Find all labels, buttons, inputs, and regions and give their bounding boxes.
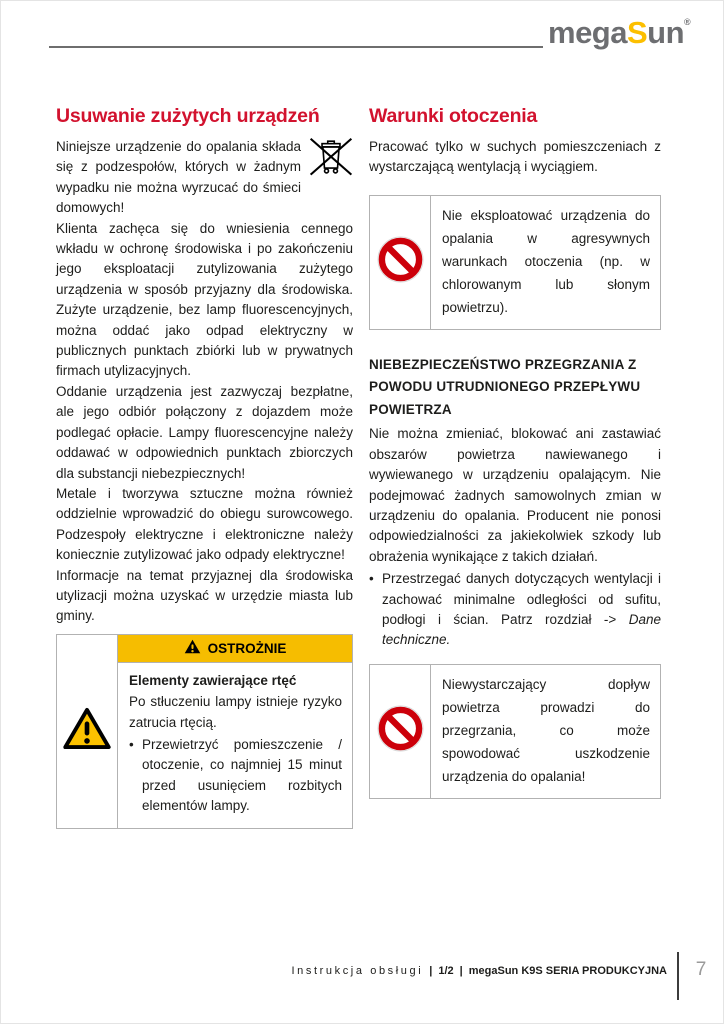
caution-header-label: OSTROŻNIE	[207, 640, 287, 656]
caution-subtitle: Elementy zawierające rtęć	[129, 672, 297, 688]
disposal-paragraph-1: Klienta zachęca się do wniesienia cennego wkładu w ochronę środowiska i po zakończeniu jego eksploatacji zutylizowania zużytego urządzenia w sposób przyjazny dla środowiska. Zużyte urządzenie, bez lamp fluorescencyjnych, można oddać jako odpad elektryczny w publicznych punktach zbiórki lub w prywatnych firmach utylizacyjnych.	[56, 220, 353, 379]
caution-body-text: Po stłuczeniu lampy istnieje ryzyko zatrucia rtęcią.	[129, 694, 342, 730]
caution-bullet-text: Przewietrzyć pomieszczenie / otoczenie, co najmniej 15 minut przed usunięciem rozbitych elementów lampy.	[142, 736, 342, 814]
footer-manual-label: Instrukcja obsługi	[291, 965, 424, 977]
caution-box-content-cell	[118, 635, 352, 828]
section-title-disposal: Usuwanie zużytych urządzeń	[56, 105, 320, 127]
ventilation-bullet-text	[382, 569, 661, 651]
prohibition-icon-cell	[370, 196, 431, 329]
disposal-intro-paragraph	[56, 137, 353, 219]
caution-box-icon-cell	[57, 635, 118, 828]
prohibition-icon	[377, 705, 424, 757]
disposal-paragraph-3: Metale i tworzywa sztuczne można również oddzielnie wprowadzić do obiegu surowcowego. Podzespoły elektryczne i elektroniczne należy koniecznie zutylizować jako odpady elektryczne!	[56, 485, 353, 563]
overheat-paragraph: Nie można zmieniać, blokować ani zastawiać obszarów powietrza nawiewanego i wywiewanego w urządzeniu opalającym. Nie podejmować żadnych samowolnych zmian w urządzeniu do opalania. Producent nie ponosi odpowiedzialności za jakiekolwiek szkody lub obrażenia wynikające z takich działań.	[369, 426, 661, 564]
prohibition-box-aggressive-air	[369, 195, 661, 330]
footer-text	[292, 947, 678, 995]
brand-logo	[548, 15, 698, 51]
caution-header-bar	[118, 635, 352, 663]
disposal-paragraph-2: Oddanie urządzenia jest zazwyczaj bezpłatne, ale jego odbiór połączony z dojazdem może podlegać opłacie. Lampy fluorescencyjne należy oddawać w odpowiednich punktach zbiorczych dla substancji niebezpiecznych!	[56, 383, 353, 481]
header-rule	[49, 46, 543, 48]
ventilation-bullet-main: Przestrzegać danych dotyczących wentylacji i zachować minimalne odległości od sufitu, podłogi i ścian. Patrz rozdział ->	[382, 571, 661, 627]
environment-intro-paragraph: Pracować tylko w suchych pomieszczeniach z wystarczającą wentylacją i wyciągiem.	[369, 139, 661, 175]
trademark-mark: ®	[684, 17, 691, 27]
footer-part-number: 1/2	[438, 965, 454, 977]
bullet-marker: •	[369, 571, 374, 587]
logo-prefix: mega	[548, 15, 627, 50]
disposal-intro-text: Niniejsze urządzenie do opalania składa się z podzespołów, których w żadnym wypadku nie można wyrzucać do śmieci domowych!	[56, 139, 301, 216]
logo-suffix: un	[647, 15, 685, 50]
footer-separator: |	[429, 965, 433, 977]
page-footer	[1, 952, 723, 1000]
prohibition-box-text: Niewystarczający dopływ powietrza prowadzi do przegrzania, co może spowodować uszkodzenie urządzenia do opalania!	[442, 676, 650, 784]
footer-separator: |	[459, 965, 463, 977]
caution-small-triangle-icon	[184, 639, 201, 657]
caution-content	[118, 663, 352, 828]
right-column	[369, 105, 661, 799]
page-number: 7	[695, 959, 707, 980]
left-column	[56, 105, 353, 829]
technical-data-reference: Dane techniczne.	[382, 611, 661, 648]
disposal-paragraph-4: Informacje na temat przyjaznej dla środowiska utylizacji można uzyskać w urzędzie miasta lub gminy.	[56, 567, 353, 624]
ventilation-bullet-item	[369, 569, 661, 651]
warning-triangle-icon	[62, 706, 112, 756]
section-title-environment: Warunki otoczenia	[369, 105, 538, 127]
prohibition-box-text: Nie eksploatować urządzenia do opalania w agresywnych warunkach otoczenia (np. w chlorowanym lub słonym powietrzu).	[442, 207, 650, 315]
caution-box-mercury	[56, 634, 353, 829]
prohibition-icon	[377, 236, 424, 288]
bullet-marker: •	[129, 736, 134, 752]
prohibition-icon-cell	[370, 665, 431, 798]
overheat-danger-heading: NIEBEZPIECZEŃSTWO PRZEGRZANIA Z POWODU UTRUDNIONEGO PRZEPŁYWU POWIETRZA	[369, 356, 641, 417]
logo-accent: S	[626, 15, 648, 50]
weee-crossed-bin-icon	[309, 137, 353, 184]
prohibition-box-airflow	[369, 664, 661, 799]
caution-bullet-item	[129, 735, 342, 817]
footer-product-name: megaSun K9S SERIA PRODUKCYJNA	[468, 965, 667, 977]
